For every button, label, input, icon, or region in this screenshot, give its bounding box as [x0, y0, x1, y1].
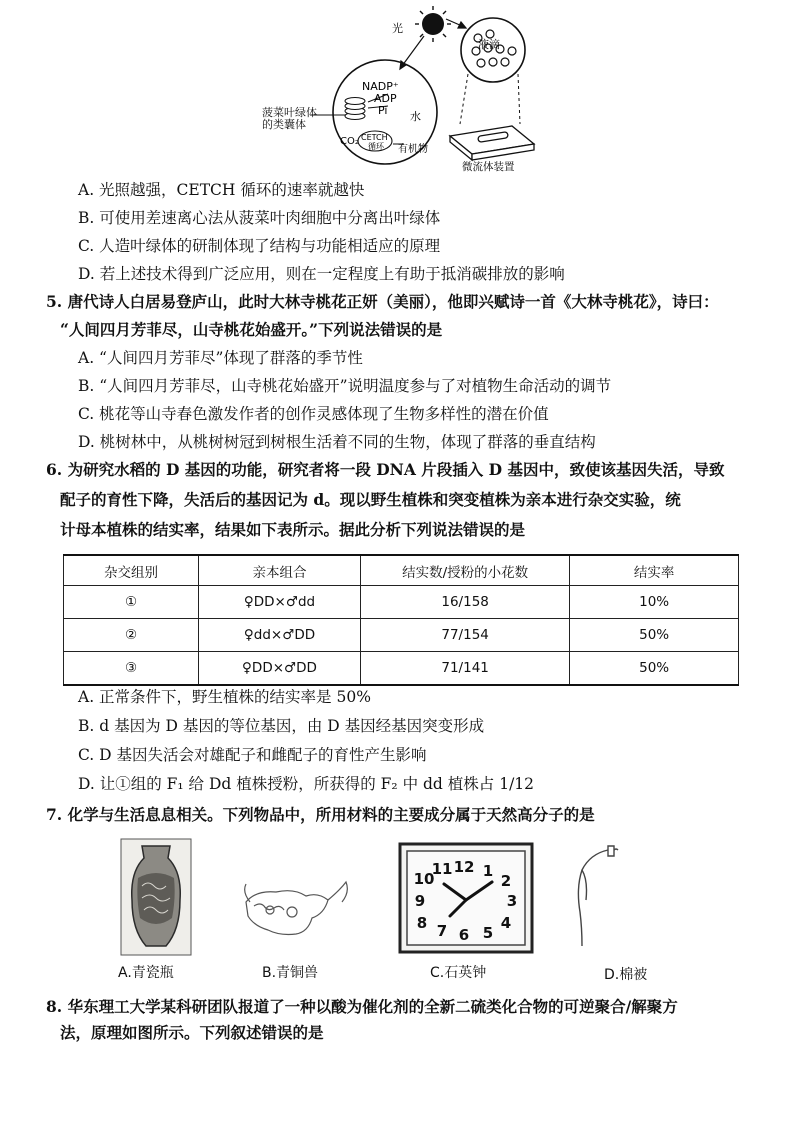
- q7-caption-a: A.青瓷瓶: [118, 965, 174, 981]
- svg-text:水: 水: [410, 110, 421, 123]
- table-row: [64, 652, 739, 686]
- svg-text:7: 7: [436, 922, 448, 940]
- table-row: [64, 586, 739, 619]
- q4-option-b: B. 可使用差速离心法从菠菜叶肉细胞中分离出叶绿体: [78, 209, 441, 227]
- q4-option-d: D. 若上述技术得到广泛应用，则在一定程度上有助于抵消碳排放的影响: [78, 265, 565, 283]
- table-cell: ♀dd×♂DD: [199, 619, 361, 652]
- thylakoid-pointer: [310, 110, 350, 120]
- svg-text:有机物: 有机物: [398, 144, 428, 155]
- bronze-beast-image: [236, 862, 354, 948]
- table-cell: 10%: [570, 586, 739, 619]
- svg-text:CO₂: CO₂: [340, 136, 359, 147]
- quartz-clock-image: [398, 842, 534, 954]
- table-cell: 77/154: [361, 619, 570, 652]
- q6-stem-line-3: 计母本植株的结实率，结果如下表所示。据此分析下列说法错误的是: [60, 520, 526, 539]
- table-header-cell: 亲本组合: [199, 555, 361, 586]
- svg-text:6: 6: [458, 926, 470, 944]
- artificial-chloroplast-figure: [300, 4, 550, 176]
- q5-option-b: B. “人间四月芳菲尽，山寺桃花始盛开”说明温度参与了对植物生命活动的调节: [78, 377, 612, 395]
- q4-option-a: A. 光照越强，CETCH 循环的速率就越快: [78, 181, 365, 199]
- q7-stem: 7. 化学与生活息息相关。下列物品中，所用材料的主要成分属于天然高分子的是: [46, 805, 595, 824]
- table-cell: ③: [64, 652, 199, 686]
- q8-stem-line-2: 法，原理如图所示。下列叙述错误的是: [60, 1023, 324, 1042]
- q5-option-d: D. 桃树林中，从桃树树冠到树根生活着不同的生物，体现了群落的垂直结构: [78, 433, 596, 451]
- svg-text:11: 11: [431, 860, 453, 878]
- q5-stem-line-1: 5. 唐代诗人白居易登庐山，此时大林寺桃花正妍（美丽），他即兴赋诗一首《大林寺桃花》，诗曰：: [46, 292, 719, 311]
- q6-stem-line-1: 6. 为研究水稻的 D 基因的功能，研究者将一段 DNA 片段插入 D 基因中，致使该基因失活，导致: [46, 460, 725, 479]
- svg-text:光: 光: [392, 22, 403, 35]
- table-cell: ②: [64, 619, 199, 652]
- svg-text:ADP: ADP: [374, 92, 397, 105]
- svg-text:5: 5: [482, 924, 494, 942]
- table-cell: ♀DD×♂dd: [199, 586, 361, 619]
- svg-text:1: 1: [482, 862, 494, 880]
- sun-icon: [415, 6, 451, 42]
- svg-text:2: 2: [500, 872, 512, 890]
- q7-caption-d: D.棉被: [604, 967, 648, 983]
- table-cell: 71/141: [361, 652, 570, 686]
- q7-caption-c: C.石英钟: [430, 965, 487, 981]
- q6-option-c: C. D 基因失活会对雄配子和雌配子的育性产生影响: [78, 746, 427, 764]
- table-header-cell: 杂交组别: [64, 555, 199, 586]
- thylakoid-label: 菠菜叶绿体 的类囊体: [262, 106, 317, 131]
- svg-text:10: 10: [413, 870, 435, 888]
- svg-text:微流体装置: 微流体装置: [462, 161, 515, 173]
- svg-text:循环: 循环: [368, 142, 384, 151]
- svg-text:12: 12: [453, 858, 475, 876]
- q7-caption-b: B.青铜兽: [262, 965, 319, 981]
- q6-option-b: B. d 基因为 D 基因的等位基因，由 D 基因经基因突变形成: [78, 717, 485, 735]
- svg-text:9: 9: [414, 892, 426, 910]
- q5-option-a: A. “人间四月芳菲尽”体现了群落的季节性: [78, 349, 363, 367]
- svg-text:NADP⁺: NADP⁺: [362, 80, 399, 93]
- svg-text:Pi: Pi: [378, 104, 388, 117]
- q6-option-a: A. 正常条件下，野生植株的结实率是 50%: [78, 688, 371, 706]
- q5-option-c: C. 桃花等山寺春色激发作者的创作灵感体现了生物多样性的潜在价值: [78, 405, 549, 423]
- svg-text:8: 8: [416, 914, 428, 932]
- q8-stem-line-1: 8. 华东理工大学某科研团队报道了一种以酸为催化剂的全新二硫类化合物的可逆聚合/解聚方: [46, 997, 678, 1016]
- q5-stem-line-2: “人间四月芳菲尽，山寺桃花始盛开。”下列说法错误的是: [60, 320, 443, 339]
- cotton-quilt-image: [568, 840, 628, 950]
- table-header-cell: 结实率: [570, 555, 739, 586]
- cross-experiment-table: [63, 554, 739, 686]
- q6-option-d: D. 让①组的 F₁ 给 Dd 植株授粉，所获得的 F₂ 中 dd 植株占 1/12: [78, 775, 535, 793]
- table-cell: 50%: [570, 652, 739, 686]
- table-header-row: [64, 555, 739, 586]
- svg-text:液滴: 液滴: [478, 38, 500, 51]
- celadon-vase-image: [120, 838, 192, 956]
- q4-option-c: C. 人造叶绿体的研制体现了结构与功能相适应的原理: [78, 237, 441, 255]
- svg-text:CETCH: CETCH: [361, 133, 388, 142]
- svg-text:4: 4: [500, 914, 512, 932]
- table-row: [64, 619, 739, 652]
- table-cell: 16/158: [361, 586, 570, 619]
- microfluidic-device-icon: [450, 126, 534, 160]
- table-cell: ♀DD×♂DD: [199, 652, 361, 686]
- table-cell: ①: [64, 586, 199, 619]
- table-cell: 50%: [570, 619, 739, 652]
- svg-text:3: 3: [506, 892, 518, 910]
- q6-stem-line-2: 配子的育性下降，失活后的基因记为 d。现以野生植株和突变植株为亲本进行杂交实验，统: [60, 490, 681, 509]
- table-header-cell: 结实数/授粉的小花数: [361, 555, 570, 586]
